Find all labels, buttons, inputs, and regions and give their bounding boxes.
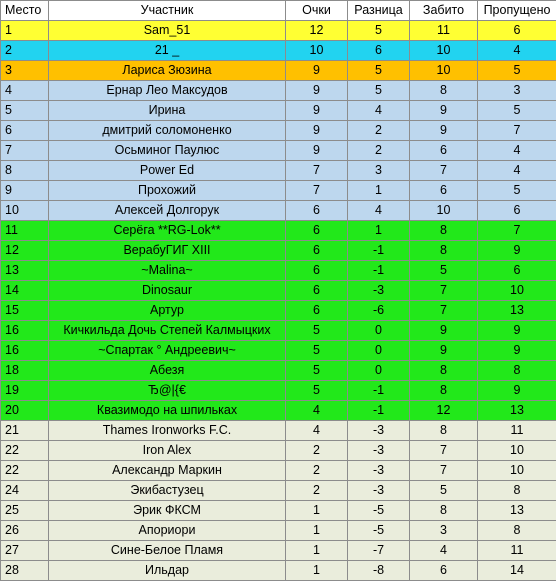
cell-participant[interactable]: Серёга **RG-Lok**	[49, 221, 286, 241]
cell-difference[interactable]: -1	[348, 401, 410, 421]
cell-participant[interactable]: ~Спартак ° Андреевич~	[49, 341, 286, 361]
cell-scored[interactable]: 5	[410, 481, 478, 501]
table-row	[1, 561, 556, 581]
cell-scored[interactable]: 10	[410, 41, 478, 61]
cell-conceded[interactable]: 7	[478, 121, 556, 141]
cell-scored[interactable]: 7	[410, 461, 478, 481]
cell-participant[interactable]: Кичкильда Дочь Степей Калмыцких	[49, 321, 286, 341]
cell-participant[interactable]: Ильдар	[49, 561, 286, 581]
header-conceded[interactable]: Пропущено	[478, 1, 556, 21]
cell-conceded[interactable]: 10	[478, 461, 556, 481]
cell-scored[interactable]: 9	[410, 321, 478, 341]
cell-scored[interactable]: 10	[410, 201, 478, 221]
table-row	[1, 401, 556, 421]
cell-difference[interactable]: -6	[348, 301, 410, 321]
cell-place[interactable]: 14	[1, 281, 49, 301]
cell-place[interactable]: 10	[1, 201, 49, 221]
cell-difference[interactable]: 4	[348, 101, 410, 121]
cell-place[interactable]: 11	[1, 221, 49, 241]
cell-conceded[interactable]: 11	[478, 421, 556, 441]
table-row	[1, 61, 556, 81]
table-body	[1, 21, 556, 581]
cell-points[interactable]: 4	[286, 421, 348, 441]
cell-difference[interactable]: 6	[348, 41, 410, 61]
table-row	[1, 461, 556, 481]
cell-conceded[interactable]: 8	[478, 521, 556, 541]
cell-participant[interactable]: Лариса Зюзина	[49, 61, 286, 81]
cell-points[interactable]: 1	[286, 561, 348, 581]
header-scored[interactable]: Забито	[410, 1, 478, 21]
cell-scored[interactable]: 9	[410, 101, 478, 121]
cell-scored[interactable]: 7	[410, 161, 478, 181]
cell-participant[interactable]: дмитрий соломоненко	[49, 121, 286, 141]
cell-scored[interactable]: 9	[410, 121, 478, 141]
cell-scored[interactable]: 8	[410, 381, 478, 401]
cell-points[interactable]: 1	[286, 521, 348, 541]
cell-difference[interactable]: 3	[348, 161, 410, 181]
table-row	[1, 101, 556, 121]
cell-place[interactable]: 26	[1, 521, 49, 541]
cell-place[interactable]: 24	[1, 481, 49, 501]
cell-points[interactable]: 6	[286, 301, 348, 321]
cell-place[interactable]: 5	[1, 101, 49, 121]
cell-place[interactable]: 19	[1, 381, 49, 401]
table-row	[1, 321, 556, 341]
cell-difference[interactable]: -3	[348, 421, 410, 441]
table-row	[1, 121, 556, 141]
table-row	[1, 341, 556, 361]
cell-place[interactable]: 21	[1, 421, 49, 441]
cell-points[interactable]: 12	[286, 21, 348, 41]
cell-difference[interactable]: 1	[348, 221, 410, 241]
table-row	[1, 201, 556, 221]
header-difference[interactable]: Разница	[348, 1, 410, 21]
header-row	[1, 1, 556, 21]
header-participant[interactable]: Участник	[49, 1, 286, 21]
cell-participant[interactable]: ~Malina~	[49, 261, 286, 281]
cell-participant[interactable]: Dinosaur	[49, 281, 286, 301]
cell-points[interactable]: 2	[286, 461, 348, 481]
cell-points[interactable]: 7	[286, 181, 348, 201]
cell-scored[interactable]: 7	[410, 301, 478, 321]
table-row	[1, 301, 556, 321]
cell-difference[interactable]: -3	[348, 441, 410, 461]
table-row	[1, 441, 556, 461]
cell-conceded[interactable]: 9	[478, 321, 556, 341]
cell-conceded[interactable]: 6	[478, 21, 556, 41]
table-row	[1, 261, 556, 281]
cell-difference[interactable]: 0	[348, 321, 410, 341]
cell-points[interactable]: 5	[286, 321, 348, 341]
table-row	[1, 41, 556, 61]
cell-difference[interactable]: -1	[348, 261, 410, 281]
cell-conceded[interactable]: 6	[478, 261, 556, 281]
cell-scored[interactable]: 8	[410, 81, 478, 101]
cell-conceded[interactable]: 8	[478, 361, 556, 381]
table-row	[1, 161, 556, 181]
cell-points[interactable]: 4	[286, 401, 348, 421]
table-row	[1, 281, 556, 301]
cell-conceded[interactable]: 8	[478, 481, 556, 501]
cell-conceded[interactable]: 10	[478, 281, 556, 301]
cell-points[interactable]: 9	[286, 61, 348, 81]
table-row	[1, 181, 556, 201]
table-row	[1, 141, 556, 161]
cell-difference[interactable]: 2	[348, 141, 410, 161]
cell-scored[interactable]: 11	[410, 21, 478, 41]
cell-place[interactable]: 7	[1, 141, 49, 161]
cell-points[interactable]: 1	[286, 541, 348, 561]
cell-conceded[interactable]: 7	[478, 221, 556, 241]
cell-conceded[interactable]: 5	[478, 101, 556, 121]
cell-points[interactable]: 9	[286, 81, 348, 101]
cell-difference[interactable]: 1	[348, 181, 410, 201]
cell-difference[interactable]: -7	[348, 541, 410, 561]
cell-participant[interactable]: Квазимодо на шпильках	[49, 401, 286, 421]
cell-points[interactable]: 10	[286, 41, 348, 61]
cell-conceded[interactable]: 4	[478, 161, 556, 181]
cell-place[interactable]: 9	[1, 181, 49, 201]
table-row	[1, 501, 556, 521]
cell-points[interactable]: 2	[286, 441, 348, 461]
cell-place[interactable]: 4	[1, 81, 49, 101]
cell-place[interactable]: 22	[1, 461, 49, 481]
cell-participant[interactable]: Алексей Долгорук	[49, 201, 286, 221]
cell-conceded[interactable]: 5	[478, 181, 556, 201]
cell-participant[interactable]: Ђ@|{€	[49, 381, 286, 401]
cell-place[interactable]: 16	[1, 321, 49, 341]
cell-participant[interactable]: Осьминог Паулюс	[49, 141, 286, 161]
cell-place[interactable]: 27	[1, 541, 49, 561]
table-row	[1, 541, 556, 561]
cell-scored[interactable]: 8	[410, 421, 478, 441]
cell-place[interactable]: 20	[1, 401, 49, 421]
cell-scored[interactable]: 8	[410, 361, 478, 381]
table-row	[1, 381, 556, 401]
cell-conceded[interactable]: 14	[478, 561, 556, 581]
cell-scored[interactable]: 7	[410, 281, 478, 301]
cell-scored[interactable]: 8	[410, 501, 478, 521]
cell-participant[interactable]: Iron Alex	[49, 441, 286, 461]
cell-place[interactable]: 13	[1, 261, 49, 281]
cell-scored[interactable]: 8	[410, 221, 478, 241]
cell-difference[interactable]: -3	[348, 281, 410, 301]
cell-difference[interactable]: -8	[348, 561, 410, 581]
cell-place[interactable]: 3	[1, 61, 49, 81]
cell-participant[interactable]: 21 _	[49, 41, 286, 61]
cell-scored[interactable]: 8	[410, 241, 478, 261]
cell-difference[interactable]: -1	[348, 241, 410, 261]
cell-participant[interactable]: Thames Ironworks F.C.	[49, 421, 286, 441]
cell-scored[interactable]: 3	[410, 521, 478, 541]
cell-difference[interactable]: -5	[348, 501, 410, 521]
cell-difference[interactable]: 2	[348, 121, 410, 141]
cell-participant[interactable]: Ирина	[49, 101, 286, 121]
cell-participant[interactable]: Абезя	[49, 361, 286, 381]
cell-place[interactable]: 12	[1, 241, 49, 261]
cell-participant[interactable]: Sam_51	[49, 21, 286, 41]
cell-conceded[interactable]: 9	[478, 381, 556, 401]
cell-scored[interactable]: 10	[410, 61, 478, 81]
table-row	[1, 521, 556, 541]
cell-participant[interactable]: Александр Маркин	[49, 461, 286, 481]
cell-conceded[interactable]: 13	[478, 301, 556, 321]
cell-points[interactable]: 6	[286, 201, 348, 221]
cell-place[interactable]: 8	[1, 161, 49, 181]
cell-place[interactable]: 15	[1, 301, 49, 321]
cell-difference[interactable]: 0	[348, 361, 410, 381]
cell-participant[interactable]: Ернар Лео Максудов	[49, 81, 286, 101]
cell-place[interactable]: 25	[1, 501, 49, 521]
cell-participant[interactable]: Экибастузец	[49, 481, 286, 501]
cell-difference[interactable]: 5	[348, 81, 410, 101]
table-row	[1, 481, 556, 501]
cell-difference[interactable]: -3	[348, 481, 410, 501]
cell-scored[interactable]: 5	[410, 261, 478, 281]
table-row	[1, 361, 556, 381]
cell-participant[interactable]: Эрик ФКСМ	[49, 501, 286, 521]
cell-conceded[interactable]: 9	[478, 341, 556, 361]
cell-points[interactable]: 5	[286, 341, 348, 361]
cell-points[interactable]: 7	[286, 161, 348, 181]
cell-points[interactable]: 5	[286, 381, 348, 401]
cell-place[interactable]: 18	[1, 361, 49, 381]
cell-difference[interactable]: 4	[348, 201, 410, 221]
cell-points[interactable]: 9	[286, 121, 348, 141]
cell-points[interactable]: 6	[286, 281, 348, 301]
cell-participant[interactable]: Апориори	[49, 521, 286, 541]
cell-difference[interactable]: 5	[348, 21, 410, 41]
cell-place[interactable]: 2	[1, 41, 49, 61]
header-place[interactable]: Место	[1, 1, 49, 21]
cell-difference[interactable]: -1	[348, 381, 410, 401]
cell-points[interactable]: 5	[286, 361, 348, 381]
cell-scored[interactable]: 12	[410, 401, 478, 421]
cell-place[interactable]: 1	[1, 21, 49, 41]
cell-conceded[interactable]: 3	[478, 81, 556, 101]
cell-scored[interactable]: 6	[410, 561, 478, 581]
table-row	[1, 21, 556, 41]
cell-conceded[interactable]: 6	[478, 201, 556, 221]
cell-place[interactable]: 28	[1, 561, 49, 581]
cell-scored[interactable]: 6	[410, 181, 478, 201]
cell-points[interactable]: 6	[286, 261, 348, 281]
cell-participant[interactable]: ВерабуГИГ XIII	[49, 241, 286, 261]
cell-conceded[interactable]: 9	[478, 241, 556, 261]
cell-difference[interactable]: -3	[348, 461, 410, 481]
cell-place[interactable]: 16	[1, 341, 49, 361]
cell-conceded[interactable]: 4	[478, 41, 556, 61]
cell-participant[interactable]: Power Ed	[49, 161, 286, 181]
cell-difference[interactable]: 5	[348, 61, 410, 81]
table-row	[1, 421, 556, 441]
cell-participant[interactable]: Прохожий	[49, 181, 286, 201]
cell-conceded[interactable]: 11	[478, 541, 556, 561]
cell-points[interactable]: 9	[286, 101, 348, 121]
cell-participant[interactable]: Сине-Белое Пламя	[49, 541, 286, 561]
cell-scored[interactable]: 6	[410, 141, 478, 161]
cell-conceded[interactable]: 13	[478, 501, 556, 521]
cell-points[interactable]: 2	[286, 481, 348, 501]
cell-place[interactable]: 22	[1, 441, 49, 461]
cell-conceded[interactable]: 13	[478, 401, 556, 421]
cell-conceded[interactable]: 4	[478, 141, 556, 161]
table-row	[1, 241, 556, 261]
cell-scored[interactable]: 7	[410, 441, 478, 461]
cell-participant[interactable]: Артур	[49, 301, 286, 321]
cell-place[interactable]: 6	[1, 121, 49, 141]
cell-scored[interactable]: 9	[410, 341, 478, 361]
cell-difference[interactable]: 0	[348, 341, 410, 361]
cell-points[interactable]: 6	[286, 241, 348, 261]
cell-conceded[interactable]: 5	[478, 61, 556, 81]
header-points[interactable]: Очки	[286, 1, 348, 21]
cell-points[interactable]: 1	[286, 501, 348, 521]
table-row	[1, 221, 556, 241]
table-row	[1, 81, 556, 101]
cell-points[interactable]: 6	[286, 221, 348, 241]
cell-difference[interactable]: -5	[348, 521, 410, 541]
cell-scored[interactable]: 4	[410, 541, 478, 561]
cell-points[interactable]: 9	[286, 141, 348, 161]
cell-conceded[interactable]: 10	[478, 441, 556, 461]
